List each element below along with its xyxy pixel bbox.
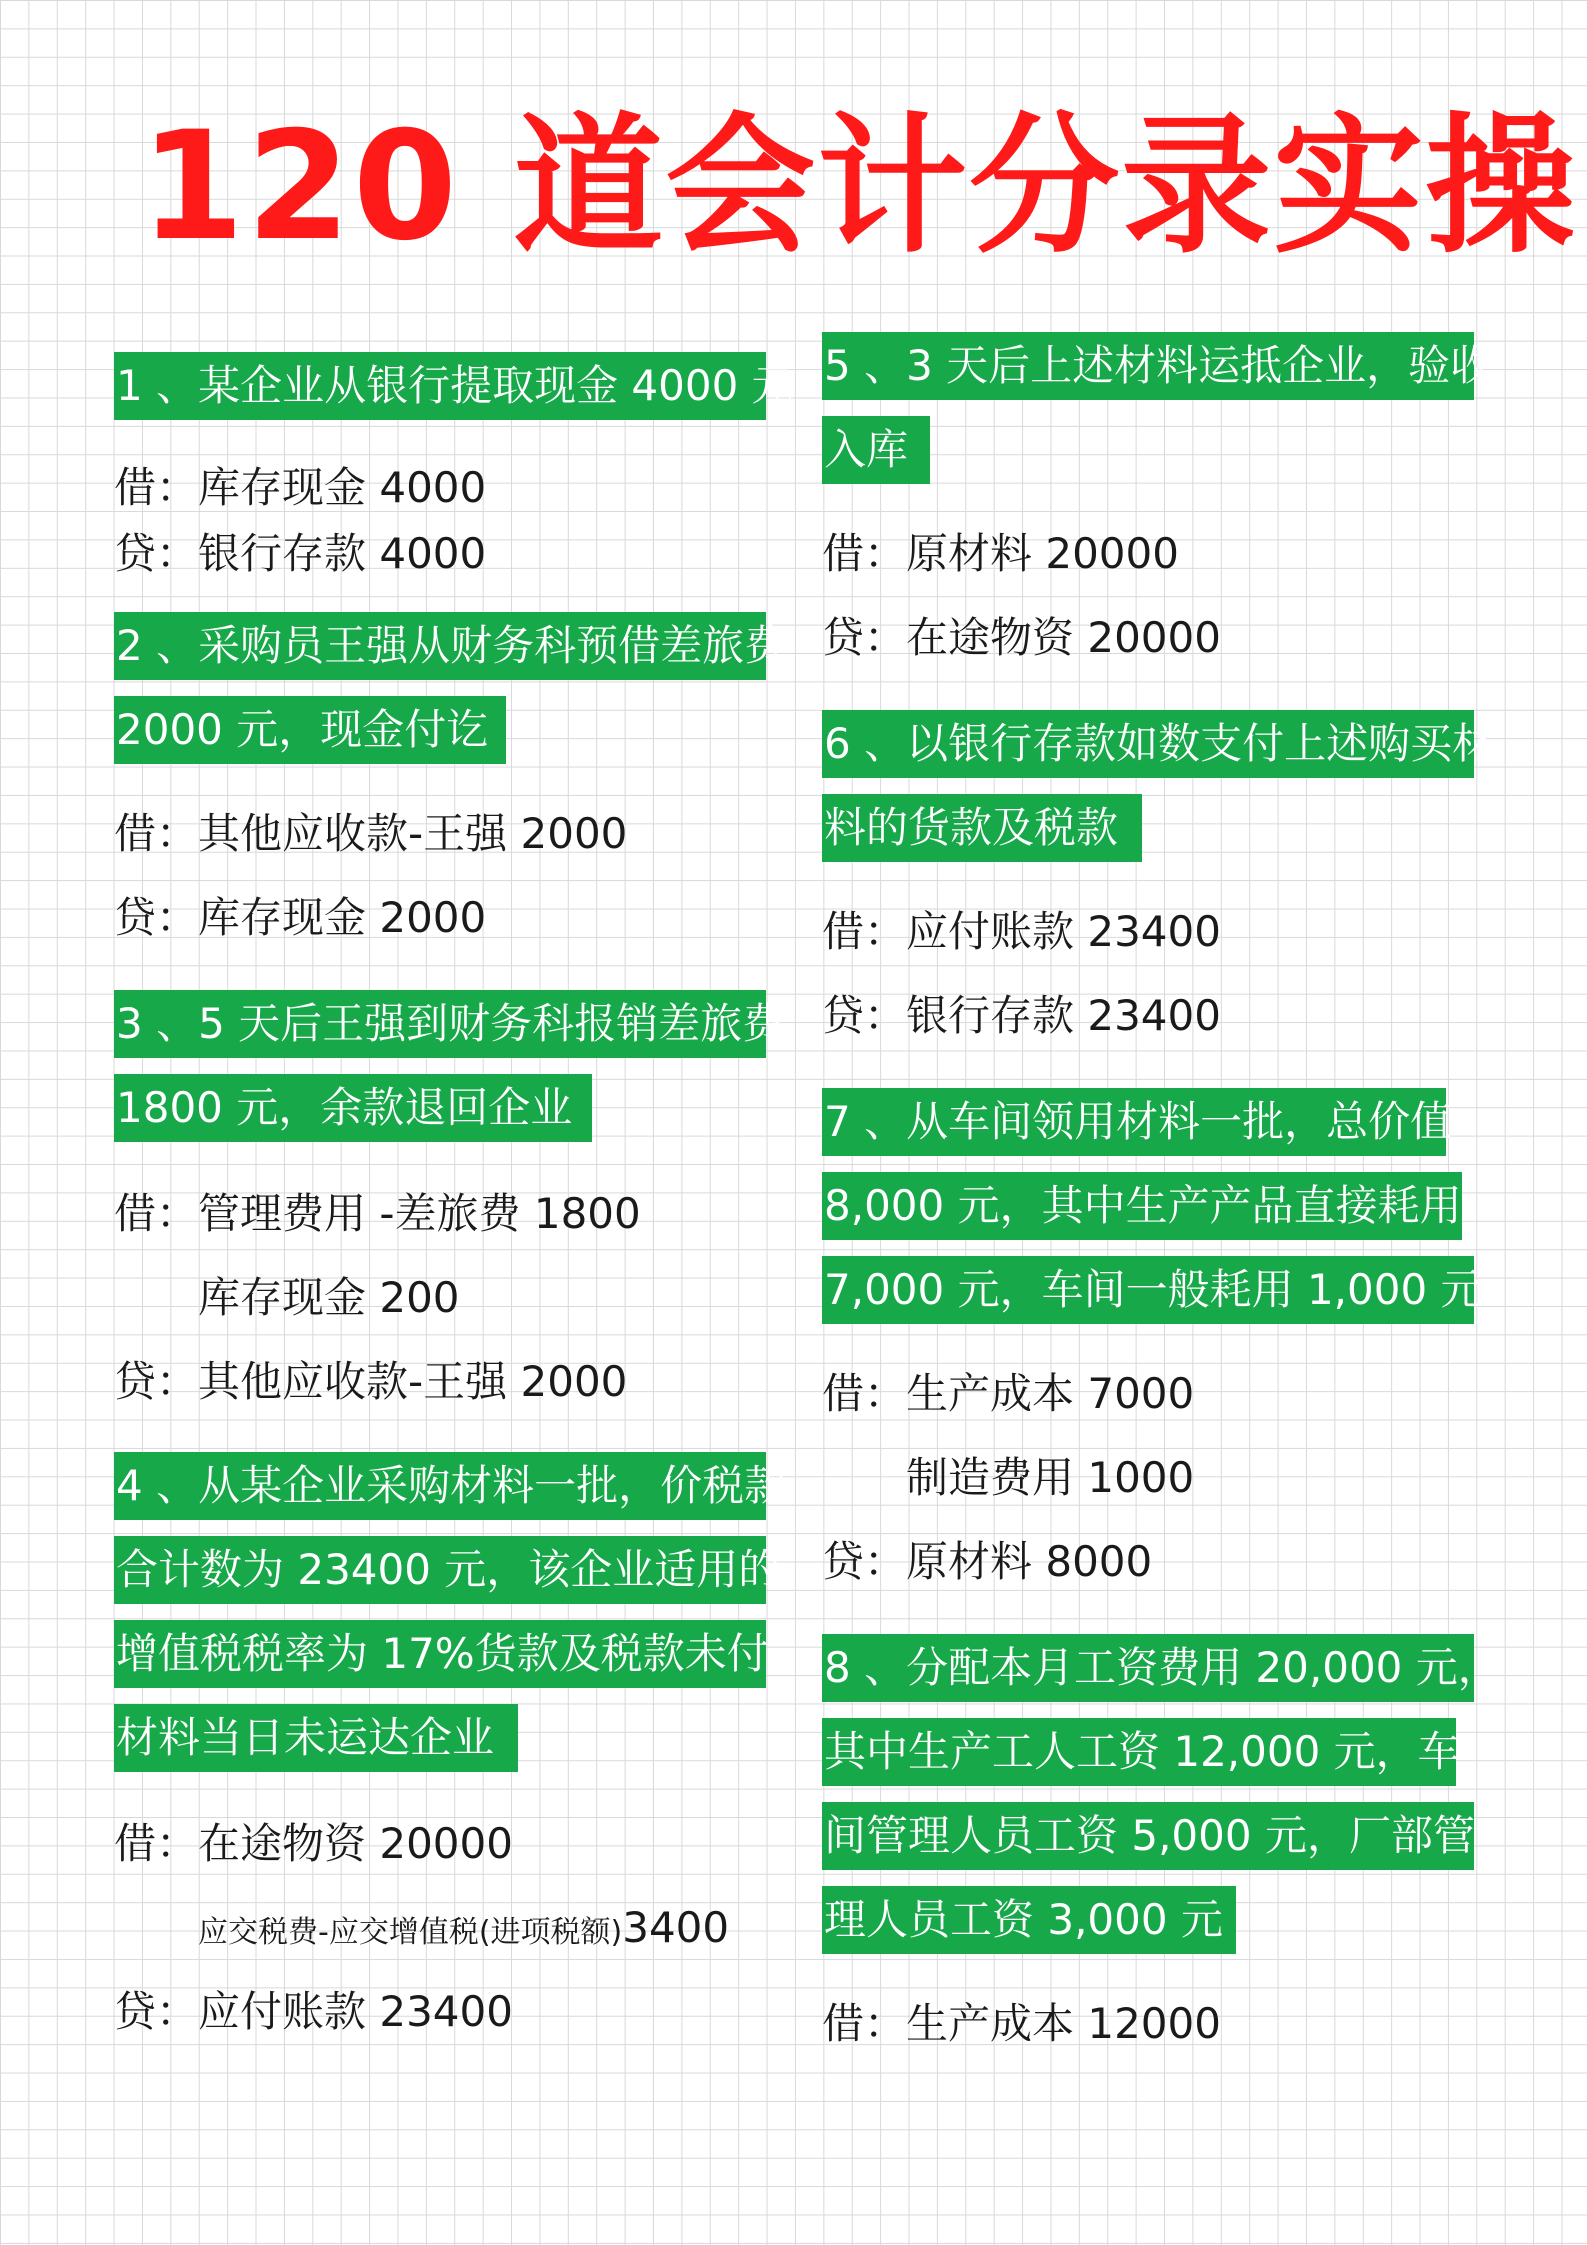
entry-4-debit-cont-account: 应交税费-应交增值税(进项税额) <box>198 1915 623 1950</box>
entry-6-credit: 贷：银行存款 23400 <box>822 991 1221 1040</box>
question-6-line-2: 料的货款及税款 <box>822 794 1142 862</box>
entry-3-credit: 贷：其他应收款-王强 2000 <box>114 1357 628 1406</box>
entry-5-credit: 贷：在途物资 20000 <box>822 613 1221 662</box>
entry-8-debit: 借：生产成本 12000 <box>822 1999 1221 2048</box>
entry-4-credit: 贷：应付账款 23400 <box>114 1987 513 2036</box>
entry-7-credit: 贷：原材料 8000 <box>822 1537 1153 1586</box>
question-8-line-3: 间管理人员工资 5,000 元，厂部管 <box>822 1802 1474 1870</box>
question-3-line-2: 1800 元，余款退回企业 <box>114 1074 592 1142</box>
entry-6-debit: 借：应付账款 23400 <box>822 907 1221 956</box>
question-8-line-2: 其中生产工人工资 12,000 元，车 <box>822 1718 1456 1786</box>
entry-1-credit: 贷：银行存款 4000 <box>114 529 487 578</box>
question-7-line-2: 8,000 元，其中生产产品直接耗用 <box>822 1172 1462 1240</box>
entry-2-debit: 借：其他应收款-王强 2000 <box>114 809 628 858</box>
question-8-line-4: 理人员工资 3,000 元 <box>822 1886 1236 1954</box>
entry-1-debit: 借：库存现金 4000 <box>114 463 487 512</box>
question-7-line-3: 7,000 元，车间一般耗用 1,000 元 <box>822 1256 1474 1324</box>
entry-4-debit-cont <box>198 1900 729 1961</box>
question-4-line-1: 4 、从某企业采购材料一批，价税款 <box>114 1452 766 1520</box>
entry-7-debit-cont: 制造费用 1000 <box>906 1453 1195 1502</box>
entry-3-debit-cont: 库存现金 200 <box>198 1273 460 1322</box>
question-5-line-2: 入库 <box>822 416 930 484</box>
entry-2-credit: 贷：库存现金 2000 <box>114 893 487 942</box>
question-1-line-1: 1 、某企业从银行提取现金 4000 元 <box>114 352 766 420</box>
question-3-line-1: 3 、5 天后王强到财务科报销差旅费 <box>114 990 766 1058</box>
entry-4-debit: 借：在途物资 20000 <box>114 1819 513 1868</box>
question-6-line-1: 6 、以银行存款如数支付上述购买材 <box>822 710 1474 778</box>
question-8-line-1: 8 、分配本月工资费用 20,000 元， <box>822 1634 1474 1702</box>
question-4-line-4: 材料当日未运达企业 <box>114 1704 518 1772</box>
entry-5-debit: 借：原材料 20000 <box>822 529 1179 578</box>
entry-4-debit-cont-amount: 3400 <box>622 1903 730 1952</box>
entry-7-debit: 借：生产成本 7000 <box>822 1369 1195 1418</box>
entry-3-debit: 借：管理费用 -差旅费 1800 <box>114 1189 641 1238</box>
question-7-line-1: 7 、从车间领用材料一批，总价值 <box>822 1088 1446 1156</box>
question-4-line-2: 合计数为 23400 元，该企业适用的 <box>114 1536 766 1604</box>
question-2-line-1: 2 、采购员王强从财务科预借差旅费 <box>114 612 766 680</box>
question-4-line-3: 增值税税率为 17%货款及税款未付 <box>114 1620 766 1688</box>
question-2-line-2: 2000 元，现金付讫 <box>114 696 506 764</box>
question-5-line-1: 5 、3 天后上述材料运抵企业，验收 <box>822 332 1474 400</box>
page-title: 120 道会计分录实操 <box>140 100 1578 274</box>
